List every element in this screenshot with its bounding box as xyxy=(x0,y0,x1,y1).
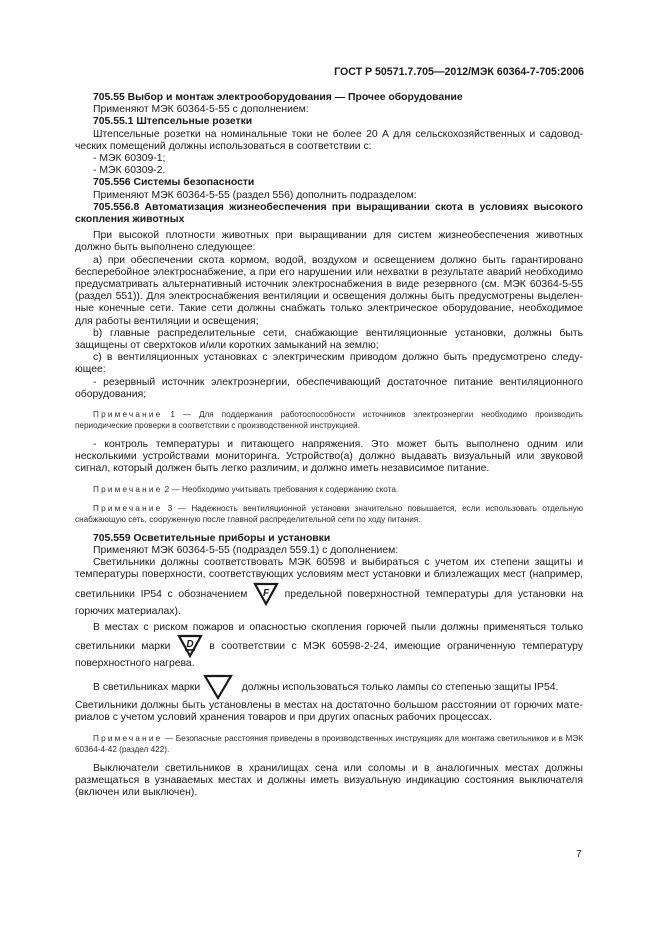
section-heading-705-55-1: 705.55.1 Штепсельные розетки xyxy=(93,116,253,128)
list-item: - контроль температуры и питающего напряжения. Это может быть выполнено одним или несколькими устройствами мониторинга. Устройство(а) должно выдавать визуальный или звуковой сигнал, который должен быть легко различим, и должно иметь независимое питание. xyxy=(75,439,583,475)
paragraph-text: должны использоваться только лампы со степенью защиты IP54. xyxy=(241,681,559,693)
paragraph-text: В местах с риском пожаров и опасностью скопления горючей пыли должны применяться только светильники марки xyxy=(75,621,583,652)
paragraph-dust xyxy=(75,622,583,670)
note-text: 3 — Надежность вентиляционной установки значительно повышается, если использовать отдельную снабжающую сеть, сооруженную после главной распределительной сети по ходу питания. xyxy=(75,503,583,524)
mark-f-letter: F xyxy=(263,587,270,599)
section-heading-705-556-8: 705.556.8 Автоматизация жизнеобеспечения при выращивании скота в условиях высокого скопления животных xyxy=(75,201,583,226)
note-text: 2 — Необходимо учитывать требования к содержанию скота. xyxy=(162,484,399,494)
list-item: - МЭК 60309-2. xyxy=(93,165,166,177)
note-distances xyxy=(75,733,583,755)
paragraph-item-c: с) в вентиляционных установках с электрическим приводом должно быть предусмотрено следующее: xyxy=(75,352,583,376)
mark-f-icon xyxy=(253,582,279,606)
note-label: Примечание xyxy=(93,410,163,420)
paragraph-lamps xyxy=(75,674,583,700)
page-number: 7 xyxy=(576,849,582,860)
document-header: ГОСТ Р 50571.7.705—2012/МЭК 60364-7-705:2006 xyxy=(334,66,584,78)
list-item: - резервный источник электроэнергии, обеспечивающий достаточное питание вентиляционного оборудования; xyxy=(75,376,583,400)
paragraph-text: предельной поверхностной температуры для установки на горючих материалах). xyxy=(75,588,584,617)
paragraph-text: В светильниках марки xyxy=(93,681,201,693)
paragraph: При высокой плотности животных при выращивании для систем жизнеобеспечения животных должно быть выполнено следующее: xyxy=(75,230,583,254)
paragraph: Светильники должны быть установлены в местах на достаточно большом расстоянии от горючих материалов с учетом условий хранения товаров и при других опасных рабочих процессах. xyxy=(75,700,583,724)
paragraph: Штепсельные розетки на номинальные токи не более 20 А для сельскохозяйственных и садоводческих помещений должны использоваться в соответствии с: xyxy=(75,128,583,152)
document-body xyxy=(75,92,583,799)
mark-d-letter: D xyxy=(186,638,194,650)
note-label: Примечание xyxy=(93,484,163,494)
note-text: — Безопасные расстояния приведены в производственных инструкциях для монтажа светильников и в МЭК 60364-4-42 (раздел 422). xyxy=(75,733,583,754)
note-label: Примечание xyxy=(93,733,163,743)
paragraph-text: Светильники должны соответствовать МЭК 60598 и выбираться с учетом их степени защиты и температуры поверхности, соответствующих условиям мест установки и близлежащих мест (например, светильники IP54 с обозначением xyxy=(75,557,583,600)
section-heading-705-559: 705.559 Осветительные приборы и установки xyxy=(93,532,331,544)
note-text: 1 — Для поддержания работоспособности источников электроэнергии необходимо производить периодические проверки в соответствии с производственной инструкцией. xyxy=(75,410,583,431)
section-heading-705-55: 705.55 Выбор и монтаж электрооборудования — Прочее оборудование xyxy=(93,92,463,103)
paragraph-item-b: b) главные распределительные сети, снабжающие вентиляционные установки, должны быть защищены от сверхтоков и/или коротких замыканий на землю; xyxy=(75,327,583,352)
section-intro: Применяют МЭК 60364-5-55 с дополнением: xyxy=(93,104,309,116)
note-2 xyxy=(75,484,583,495)
mark-triangle-icon xyxy=(203,674,233,700)
section-heading-705-556: 705.556 Системы безопасности xyxy=(93,177,255,189)
mark-d-icon xyxy=(177,634,203,658)
list-item: - МЭК 60309-1; xyxy=(93,153,166,165)
paragraph-luminaires xyxy=(75,557,583,618)
paragraph-switches: Выключатели светильников в хранилищах сена или соломы и в аналогичных местах должны размещаться в узнаваемых местах и должны иметь визуальную индикацию состояния выключателя (включен или выключен). xyxy=(75,762,583,798)
note-1 xyxy=(75,409,583,431)
note-3 xyxy=(75,503,583,525)
note-label: Примечание xyxy=(93,503,163,513)
paragraph-text: в соответствии с МЭК 60598-2-24, имеющие ограниченную температуру поверхностного нагрева. xyxy=(75,640,584,669)
section-intro: Применяют МЭК 60364-5-55 (подраздел 559.1) с дополнением: xyxy=(93,544,399,556)
section-intro: Применяют МЭК 60364-5-55 (раздел 556) дополнить подразделом: xyxy=(93,189,417,201)
paragraph-item-a: а) при обеспечении скота кормом, водой, воздухом и освещением должно быть гарантировано бесперебойное электроснабжение, а при его нарушении или нехватки в результате аварий необходимо предусматривать альтернативный источник электроснабжения в виде резервного (см. МЭК 60364-5-55 (раздел 551)). Для электроснабжения вентиляции и освещения должны быть предусмотрены выделенные конечные сети. Такие сети должны снабжать только электрическое оборудование, необходимое для работы вентиляции и освещения; xyxy=(75,254,583,327)
